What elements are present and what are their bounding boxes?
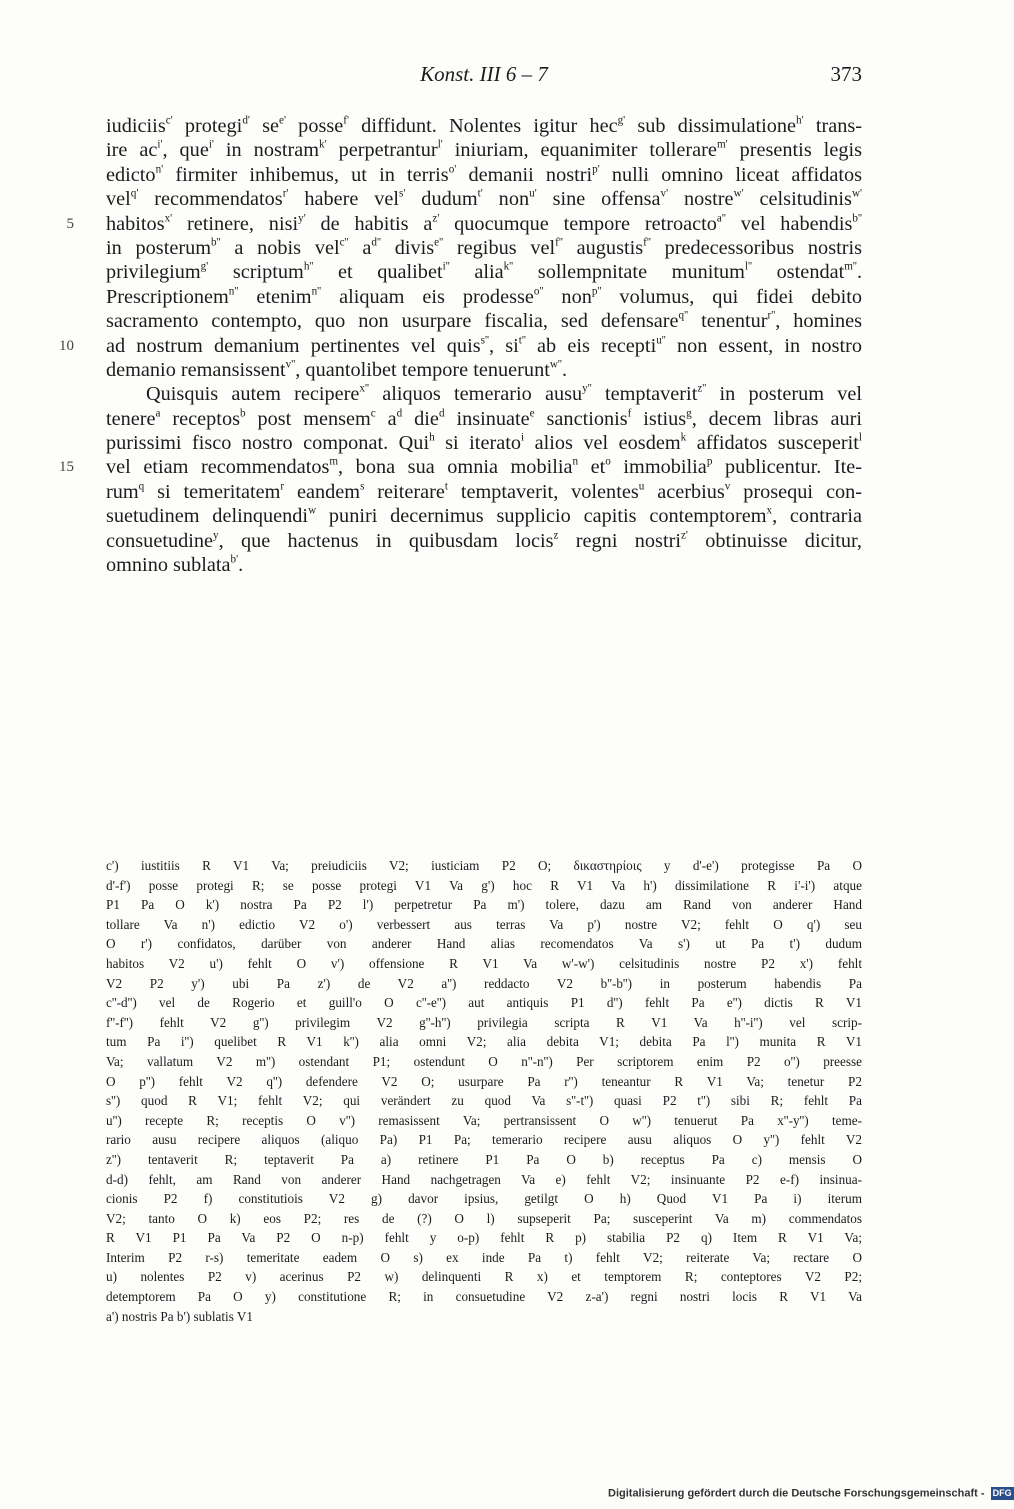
apparatus-line: c''-d'') vel de Rogerio et guill'o O c''-e'') aut antiquis P1 d'') fehlt Pa e'') dictis R V1 — [106, 995, 862, 1011]
footnote-marker: a — [155, 407, 161, 420]
text-line — [106, 431, 862, 455]
apparatus-line: f''-f'') fehlt V2 g'') privilegim V2 g''-h'') privilegia scripta R V1 Va h''-i'') vel scrip- — [106, 1014, 862, 1030]
text-run: consuetudine — [106, 529, 214, 552]
footnote-marker: q' — [130, 187, 139, 200]
text-run: nulli omnino liceat affidatos — [599, 163, 863, 186]
footnote-marker: z' — [432, 212, 440, 225]
text-run: obtinuisse dicitur, — [687, 529, 863, 552]
text-run: acerbius — [644, 480, 725, 503]
line-content — [106, 213, 862, 235]
footnote-marker: q — [138, 480, 145, 493]
text-run: iniuriam, equanimiter tollerare — [442, 139, 717, 162]
footnote-marker: r — [280, 480, 285, 493]
text-run: ostendat — [752, 261, 845, 284]
footnote-marker: c'' — [339, 236, 349, 249]
footnote-marker: r'' — [767, 309, 776, 322]
text-line — [106, 138, 862, 162]
footnote-marker: t'' — [518, 334, 526, 347]
text-run: alios vel eosdem — [524, 432, 681, 455]
apparatus-line: a') nostris Pa b') sublatis V1 — [106, 1308, 254, 1324]
text-run: , contraria — [772, 505, 862, 528]
apparatus-line: u) nolentes P2 v) acerinus P2 w) delinquenti R x) et temptorem R; conteptores V2 P2; — [106, 1269, 862, 1285]
text-run: istius — [631, 407, 687, 430]
text-run: protegi — [172, 115, 243, 137]
line-number: 10 — [59, 337, 74, 354]
text-run: a — [348, 236, 372, 259]
footnote-marker: m — [329, 456, 339, 469]
footnote-marker: z'' — [697, 382, 707, 395]
text-run: etenim — [238, 285, 312, 308]
text-run: eandem — [284, 480, 361, 503]
text-run: de habitis a — [305, 212, 433, 235]
text-run: a — [375, 407, 397, 430]
text-run: demanio remansissent — [106, 358, 286, 381]
page-number: 373 — [830, 62, 862, 86]
footnote-marker: l — [858, 431, 862, 444]
footnote-marker: a'' — [716, 212, 726, 225]
footnote-marker: x — [766, 504, 773, 517]
footnote-marker: o' — [448, 163, 457, 176]
apparatus-line: R V1 P1 Pa Va P2 O n-p) fehlt y o-p) fehlt R p) stabilia P2 q) Item R V1 Va; — [106, 1230, 862, 1246]
footnote-marker: s'' — [480, 334, 489, 347]
text-run: , quantolibet tempore tenuerunt — [295, 358, 550, 381]
apparatus-line: V2; tanto O k) eos P2; res de (?) O l) supseperit Pa; susceperint Va m) commendatos — [106, 1210, 862, 1226]
apparatus-line: u'') recepte R; receptis O v'') remasissent Va; pertransissent O w'') tenuerut Pa x''-y'') teme- — [106, 1112, 862, 1128]
text-run: ire ac — [106, 139, 158, 162]
apparatus-line: z'') tentaverit R; teptaverit Pa a) retinere P1 Pa O b) receptus Pa c) mensis O — [106, 1151, 862, 1167]
text-run: sollempnitate munitum — [513, 261, 745, 284]
footnote-marker: w — [308, 504, 317, 517]
text-run: nostre — [668, 188, 734, 211]
text-run: non — [543, 285, 592, 308]
apparatus-line: c') iustitiis R V1 Va; preiudiciis V2; iusticiam P2 O; δικαστηρίοις y d'-e') protegisse Pa O — [106, 858, 862, 873]
footnote-marker: y'' — [582, 382, 592, 395]
footnote-marker: d — [438, 407, 445, 420]
footnote-marker: v'' — [285, 358, 296, 371]
apparatus-line: tollare Va n') edictio V2 o') verbessert aus terras Va p') nostre V2; fehlt O q') seu — [106, 916, 862, 932]
footnote-marker: d'' — [371, 236, 381, 249]
text-run: reiterare — [364, 480, 445, 503]
footnote-marker: y — [213, 529, 219, 542]
footnote-marker: u — [638, 480, 645, 493]
apparatus-line: cionis P2 f) constitutiois V2 g) davor ipsius, getilgt O h) Quod V1 Pa i) iterum — [106, 1191, 862, 1207]
footnote-marker: m'' — [844, 260, 857, 273]
footnote-marker: w' — [851, 187, 863, 200]
text-run: dudum — [405, 188, 478, 211]
apparatus-line: Interim P2 r-s) temeritate eadem O s) ex inde Pa t) fehlt V2; reiterate Va; rectare O — [106, 1249, 862, 1265]
text-run: , que hactenus in quibusdam locis — [218, 529, 554, 552]
text-line — [106, 236, 862, 260]
text-run: volumus, qui fidei debito — [601, 285, 862, 308]
text-run: retinere, nisi — [172, 212, 299, 235]
text-run: et — [578, 456, 606, 479]
text-run: receptos — [160, 407, 240, 430]
footnote-marker: x'' — [359, 382, 370, 395]
text-run: , que — [162, 139, 209, 162]
text-run: scriptum — [208, 261, 304, 284]
text-run: diffidunt. Nolentes igitur hec — [348, 115, 618, 137]
text-run: purissimi fisco nostro componat. Qui — [106, 432, 430, 455]
text-run: insinuate — [444, 407, 530, 430]
footnote-marker: y' — [298, 212, 306, 225]
footnote-marker: m' — [716, 139, 728, 152]
text-run: aliquam eis prodesse — [321, 285, 534, 308]
text-run: et qualibet — [313, 261, 443, 284]
footnote-marker: x' — [164, 212, 173, 225]
footnote-marker: q'' — [678, 309, 689, 322]
footnote-marker: z' — [680, 529, 688, 542]
text-line — [106, 480, 862, 504]
text-run: ad nostrum demanium pertinentes vel quis — [106, 334, 481, 357]
text-run: privilegium — [106, 261, 201, 284]
text-run: , si — [488, 334, 519, 357]
footnote-marker: l' — [437, 139, 443, 152]
text-run: , decem libras auri — [691, 407, 863, 430]
footer-text: Digitalisierung gefördert durch die Deutsche Forschungsgemeinschaft - — [608, 1487, 985, 1500]
footnote-marker: f — [627, 407, 632, 420]
text-run: se — [249, 115, 280, 137]
text-run: . — [561, 358, 568, 381]
text-run: sine offensa — [536, 188, 661, 211]
footnote-marker: o'' — [533, 285, 544, 298]
footnote-marker: p — [706, 456, 713, 469]
apparatus-line: habitos V2 u') fehlt O v') offensione R V1 Va w'-w') celsitudinis nostre P2 x') fehlt — [106, 955, 862, 971]
text-run: , homines — [775, 310, 862, 333]
footnote-marker: u'' — [656, 334, 666, 347]
text-line — [106, 187, 862, 211]
footnote-marker: i'' — [442, 260, 450, 273]
text-line — [59, 455, 862, 479]
footnote-marker: b'' — [852, 212, 863, 225]
footnote-marker: e'' — [434, 236, 444, 249]
footnote-marker: h' — [796, 114, 804, 127]
text-run: predecessoribus nostris — [650, 236, 862, 259]
footnote-marker: b'' — [211, 236, 221, 249]
line-content — [106, 456, 862, 478]
line-number: 15 — [59, 459, 74, 476]
text-line — [106, 407, 862, 431]
text-run: aliquos temerario ausu — [369, 383, 583, 406]
text-run: sacramento contempto, quo non usurpare fiscalia, sed defensare — [106, 310, 679, 333]
footnote-marker: r' — [282, 187, 289, 200]
text-run: temptaverit, volentes — [447, 480, 639, 503]
text-line — [106, 309, 862, 333]
text-run: prosequi con- — [730, 480, 862, 503]
text-run: non — [482, 188, 530, 211]
footnote-marker: o — [605, 456, 611, 469]
text-run: alia — [449, 261, 504, 284]
text-run: immobilia — [610, 456, 707, 479]
footnote-marker: w' — [733, 187, 744, 200]
text-run: habitos — [106, 212, 165, 235]
text-run: tenere — [106, 407, 156, 430]
text-run: a nobis vel — [220, 236, 340, 259]
footnote-marker: d' — [242, 114, 250, 127]
text-run: habere vel — [288, 188, 400, 211]
footnote-marker: s' — [399, 187, 406, 200]
footnote-marker: t — [444, 480, 448, 493]
line-number: 5 — [66, 215, 74, 232]
footnote-marker: v' — [660, 187, 669, 200]
text-run: demanii nostri — [456, 163, 593, 186]
text-run: in posterum vel — [706, 383, 862, 406]
critical-apparatus — [106, 856, 862, 1326]
apparatus-line: detemptorem Pa O y) constitutione R; in consuetudine V2 z-a') regni nostri locis R V1 Va — [106, 1289, 862, 1305]
footnote-marker: k' — [319, 139, 327, 152]
text-run: iudiciis — [106, 115, 166, 137]
text-run: die — [402, 407, 439, 430]
text-line — [106, 358, 862, 382]
text-run: trans- — [803, 115, 863, 137]
text-run: firmiter inhibemus, ut in terris — [163, 163, 449, 186]
footnote-marker: f' — [343, 114, 349, 127]
footnote-marker: s — [360, 480, 365, 493]
text-line — [106, 163, 862, 187]
text-run: edicto — [106, 163, 156, 186]
text-line — [59, 334, 862, 358]
text-run: posse — [285, 115, 344, 137]
text-run: si iterato — [434, 432, 521, 455]
text-run: regibus vel — [443, 236, 556, 259]
footnote-marker: h'' — [303, 260, 314, 273]
running-title: Konst. III 6 – 7 — [420, 62, 548, 86]
text-run: omnino sublata — [106, 554, 231, 577]
text-run: ab eis recepti — [525, 334, 657, 357]
text-run: vel — [106, 188, 131, 211]
text-line — [106, 260, 862, 284]
footnote-marker: b — [239, 407, 246, 420]
text-run: perpetrantur — [326, 139, 438, 162]
text-run: sub dissimulatione — [625, 115, 797, 137]
text-run: in nostram — [213, 139, 320, 162]
text-line — [106, 553, 862, 577]
apparatus-line: V2 P2 y') ubi Pa z') de V2 a'') reddacto V2 b''-b'') in posterum habendis Pa — [106, 975, 862, 991]
footnote-marker: z — [553, 529, 559, 542]
footnote-marker: c — [370, 407, 376, 420]
footnote-marker: w'' — [549, 358, 562, 371]
footnote-marker: l'' — [744, 260, 753, 273]
footnote-marker: n'' — [311, 285, 322, 298]
text-run: presentis legis — [727, 139, 862, 162]
apparatus-line: s'') quod R V1; fehlt V2; qui verändert zu quod Va s''-t'') quasi P2 t'') sibi R; fehlt Pa — [106, 1093, 862, 1109]
text-line — [106, 382, 862, 406]
footnote-marker: n — [572, 456, 579, 469]
text-run: si temeritatem — [144, 480, 281, 503]
text-run: temptaverit — [591, 383, 698, 406]
text-run: non essent, in nostro — [665, 334, 862, 357]
text-run: augustis — [562, 236, 644, 259]
text-run: Prescriptionem — [106, 285, 229, 308]
funding-footer — [608, 1487, 1014, 1500]
text-run: suetudinem delinquendi — [106, 505, 309, 528]
apparatus-line: rario ausu recipere aliquos (aliquo Pa) P1 Pa; temerario recipere ausu aliquos O y'') fehlt V2 — [106, 1132, 862, 1148]
line-content — [106, 335, 862, 357]
text-run: vel etiam recommendatos — [106, 456, 330, 479]
apparatus-line: O r') confidatos, darüber von anderer Hand alias recomendatos Va s') ut Pa t') dudum — [106, 936, 862, 952]
text-run: . — [238, 554, 244, 577]
footnote-marker: h — [429, 431, 435, 444]
footnote-marker: f'' — [643, 236, 651, 249]
text-run: regni nostri — [558, 529, 681, 552]
apparatus-line: O p'') fehlt V2 q'') defendere V2 O; usurpare Pa r'') teneantur R V1 Va; tenetur P2 — [106, 1073, 862, 1089]
dfg-logo: DFG — [992, 1488, 1012, 1498]
footnote-marker: g — [686, 407, 692, 420]
text-run: publicentur. Ite- — [712, 456, 862, 479]
footnote-marker: c' — [165, 114, 173, 127]
footnote-marker: g' — [200, 260, 209, 273]
footnote-marker: g' — [617, 114, 626, 127]
footnote-marker: e' — [279, 114, 286, 127]
footnote-marker: n' — [155, 163, 164, 176]
footnote-marker: n'' — [228, 285, 239, 298]
footnote-marker: i' — [208, 139, 214, 152]
text-run: . — [856, 261, 863, 284]
text-run: post mensem — [245, 407, 371, 430]
footnote-marker: k'' — [503, 260, 514, 273]
text-line — [66, 212, 863, 236]
text-run: puniri decernimus supplicio capitis contemptorem — [316, 505, 767, 528]
footnote-marker: p'' — [591, 285, 602, 298]
apparatus-line: d-d) fehlt, am Rand von anderer Hand nachgetragen Va e) fehlt V2; insinuante P2 e-f) insinua- — [106, 1171, 862, 1187]
apparatus-line: P1 Pa O k') nostra Pa P2 l') perpetretur Pa m') tolere, dazu am Rand von anderer Hand — [106, 897, 862, 913]
footnote-marker: d — [396, 407, 403, 420]
footnote-marker: k — [680, 431, 687, 444]
footnote-marker: i — [520, 431, 525, 444]
text-line — [106, 504, 862, 528]
text-line — [106, 529, 862, 553]
text-run: quocumque tempore retroacto — [439, 212, 717, 235]
footnote-marker: p' — [592, 163, 600, 176]
main-text — [59, 114, 863, 577]
footnote-marker: i' — [157, 139, 163, 152]
footnote-marker: e — [529, 407, 535, 420]
apparatus-line: Va; vallatum V2 m'') ostendant P1; ostendunt O n''-n'') Per scriptorem enim P2 o'') preesse — [106, 1053, 862, 1069]
footnote-marker: u' — [529, 187, 537, 200]
footnote-marker: t' — [477, 187, 483, 200]
text-run: in posterum — [106, 236, 212, 259]
text-run: tenentur — [688, 310, 768, 333]
text-line — [106, 285, 862, 309]
footnote-marker: v — [724, 480, 731, 493]
text-run: recommendatos — [138, 188, 283, 211]
apparatus-line: d'-f') posse protegi R; se posse protegi V1 Va g') hoc R V1 Va h') dissimilatione R i'-i') atque — [106, 877, 862, 893]
apparatus-line: tum Pa i'') quelibet R V1 k'') alia omni V2; alia debita V1; debita Pa l'') munita R V1 — [106, 1034, 862, 1050]
text-run: vel habendis — [725, 212, 853, 235]
running-header — [106, 62, 862, 90]
text-run: , bona sua omnia mobilia — [338, 456, 573, 479]
text-run: divis — [380, 236, 435, 259]
text-run: rum — [106, 480, 139, 503]
text-run: Quisquis autem recipere — [146, 383, 360, 406]
footnote-marker: b' — [230, 553, 239, 566]
text-line — [106, 114, 862, 138]
footnote-marker: f'' — [555, 236, 563, 249]
text-run: celsitudinis — [743, 188, 852, 211]
text-run: affidatos susceperit — [686, 432, 859, 455]
text-run: sanctionis — [534, 407, 628, 430]
